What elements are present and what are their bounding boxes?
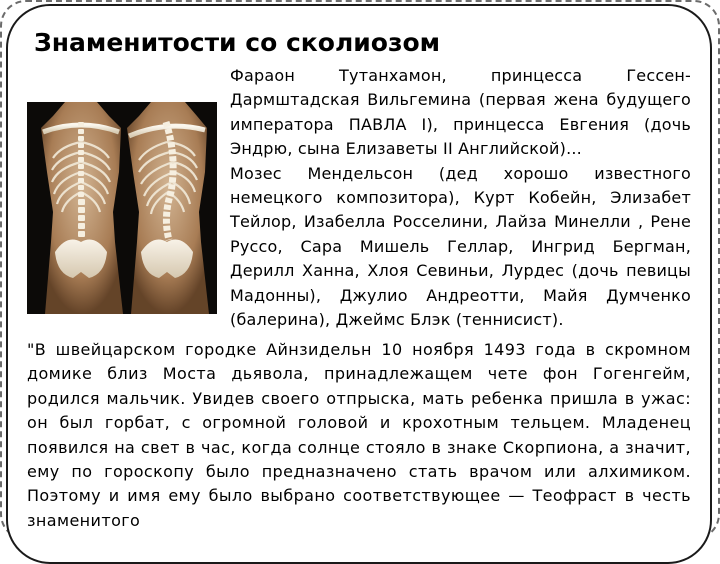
- spine-skeleton-illustration: [27, 102, 217, 314]
- famous-celebrities-paragraph: Мозес Мендельсон (дед хорошо известного немецкого композитора), Курт Кобейн, Элизабет Тейлор, Изабелла Росселини, Лайза Минелли , Рене Руссо, Сара Мишель Геллар, Ингрид Бергман, Дерилл Ханна, Хлоя Севиньи, Лурдес (дочь певицы Мадонны), Джулио Андреотти, Майя Думченко (балерина), Джеймс Блэк (теннисист).: [230, 163, 691, 330]
- paracelsus-quote: [27, 338, 691, 533]
- scoliosis-spine-figure: [127, 102, 209, 314]
- famous-people-text: [230, 64, 691, 332]
- slide-title: Знаменитости со сколиозом: [34, 28, 441, 57]
- quote-paragraph: "В швейцарском городке Айнзидельн 10 ноября 1493 года в скромном домике близ Моста дьявола, принадлежащем чете фон Гогенгейм, родился мальчик. Увидев своего отпрыска, мать ребенка пришла в ужас: он был горбат, с огромной головой и крохотным тельцем. Младенец появился на свет в час, когда солнце стояло в знаке Скорпиона, а значит, ему по гороскопу было предназначено стать врачом или алхимиком. Поэтому и имя ему было выбрано соответствующее — Теофраст в честь знаменитого: [27, 340, 691, 530]
- famous-royalty-paragraph: Фараон Тутанхамон, принцесса Гессен-Дармштадская Вильгемина (первая жена будущего императора ПАВЛА I), принцесса Евгения (дочь Эндрю, сына Елизаветы II Английской)...: [230, 66, 691, 159]
- straight-spine-figure: [41, 102, 123, 314]
